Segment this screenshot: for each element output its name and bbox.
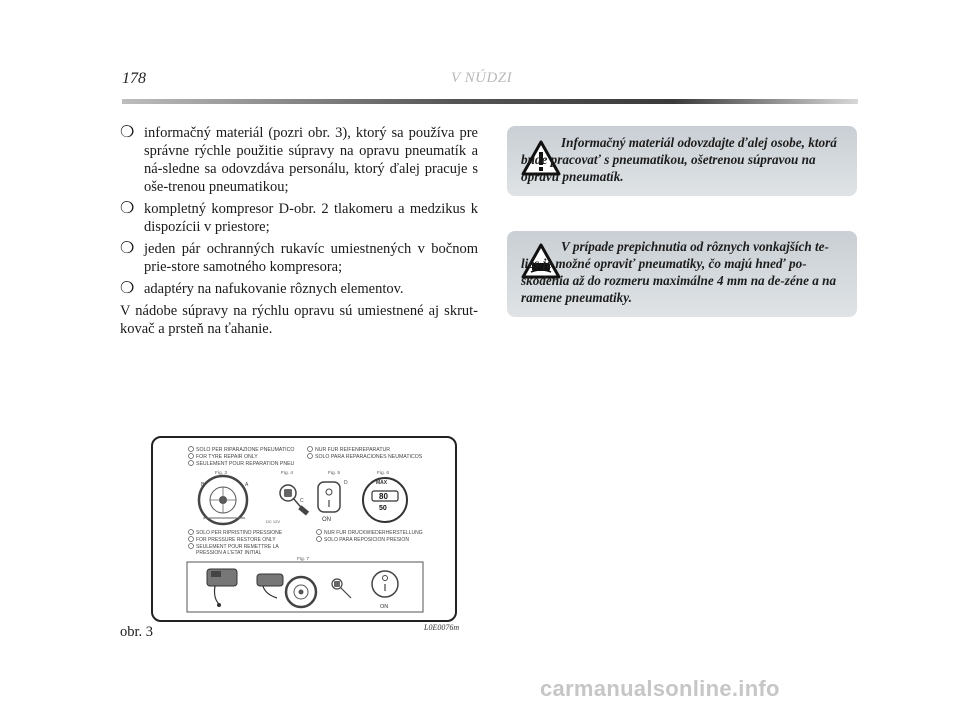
- fig-label: Fig. 5: [328, 471, 340, 476]
- label-line: NUR FUR REIFENREPARATUR: [315, 447, 391, 453]
- repair-kit-label-figure: [151, 436, 457, 622]
- warning-text: Informačný materiál odovzdajte ďalej osobe, ktorá bude pracovať s pneumatikou, ošetrenou súpravou na opravu pneumatík.: [521, 135, 837, 184]
- label-line: SOLO PER RIPRISTINO PRESSIONE: [196, 530, 283, 536]
- flag-icon: [189, 537, 194, 542]
- figure-letter: A: [245, 482, 249, 488]
- label-line: SOLO PARA REPOSICION PRESION: [324, 537, 409, 543]
- hose-illustration: [257, 574, 283, 598]
- label-line: SEULEMENT POUR REPARATION PNEU: [196, 461, 295, 467]
- list-item: [120, 124, 478, 196]
- list-item-text: kompletný kompresor D-obr. 2 tlakomeru a medzikus k dispozícii v priestore;: [144, 201, 478, 235]
- list-item: [120, 240, 478, 276]
- list-item-text: adaptéry na nafukovanie rôznych elementov.: [144, 281, 404, 297]
- label-line: SEULEMENT POUR REMETTRE LA: [196, 544, 279, 550]
- voltage-label: DC 12V: [266, 519, 281, 524]
- flag-icon: [308, 454, 313, 459]
- page-number: 178: [122, 70, 146, 87]
- switch-illustration-small: [372, 571, 398, 610]
- power-switch-illustration: [318, 480, 348, 523]
- flag-icon: [189, 447, 194, 452]
- flag-icon: [317, 537, 322, 542]
- list-item: [120, 200, 478, 236]
- fig-label: Fig. 4: [281, 471, 293, 476]
- figure-letter: D: [344, 480, 348, 486]
- figure-letter: C: [300, 498, 304, 504]
- label-line: PRESSION A L'ETAT INITIAL: [196, 550, 262, 556]
- label-line: SOLO PER RIPARAZIONE PNEUMATICO: [196, 447, 295, 453]
- label-line: FOR TYRE REPAIR ONLY: [196, 454, 258, 460]
- section-title: V NÚDZI: [451, 70, 513, 86]
- label-line: NUR FUR DRUCKWIEDERHERSTELLUNG: [324, 530, 423, 536]
- fig-label: Fig. 6: [377, 471, 389, 476]
- plug-illustration-small: [332, 579, 351, 598]
- watermark: carmanualsonline.info: [540, 676, 780, 701]
- speed-min-label: 50: [379, 505, 387, 512]
- flag-icon: [189, 530, 194, 535]
- tire-illustration: [199, 476, 249, 524]
- flag-icon: [189, 544, 194, 549]
- flag-icon: [308, 447, 313, 452]
- bullet-icon: ❍: [120, 280, 135, 297]
- figure-illustration: [153, 438, 455, 620]
- bullet-icon: ❍: [120, 200, 135, 217]
- label-line: SOLO PARA REPARACIONES NEUMATICOS: [315, 454, 423, 460]
- figure-caption: obr. 3: [120, 624, 154, 640]
- list-item: [120, 280, 478, 298]
- fig-label: Fig. 3: [215, 471, 227, 476]
- on-label: ON: [380, 604, 389, 610]
- fig-label: Fig. 7: [297, 557, 309, 562]
- figure-code: L0E0076m: [424, 623, 460, 632]
- tire-inflation-illustration: [286, 577, 316, 607]
- power-plug-illustration: [266, 485, 309, 524]
- flag-icon: [189, 454, 194, 459]
- body-paragraph: V nádobe súpravy na rýchlu opravu sú umiestnené aj skrut-kovač a prsteň na ťahanie.: [120, 303, 478, 337]
- flag-icon: [317, 530, 322, 535]
- bullet-icon: ❍: [120, 240, 135, 257]
- list-item-text: informačný materiál (pozri obr. 3), ktorý sa používa pre správne rýchle použitie súpravy na opravu pneumatík a ná-sledne sa odovzdáva personálu, ktorý ďalej pracuje s oše-trenou pneumatikou;: [144, 125, 478, 195]
- warning-box: [507, 231, 857, 317]
- warning-box: [507, 126, 857, 196]
- on-label: ON: [322, 517, 331, 523]
- speed-max-label: 80: [379, 492, 388, 501]
- max-label: MAX: [376, 480, 388, 486]
- bullet-icon: ❍: [120, 124, 135, 141]
- header-rule: [122, 99, 858, 104]
- label-line: FOR PRESSURE RESTORE ONLY: [196, 537, 276, 543]
- figure-letter: B: [201, 482, 205, 488]
- warning-text: V prípade prepichnutia od rôznych vonkajších te-lies je možné opraviť pneumatiky, čo majú hneď po-škodenia až do rozmeru maximálne 4 mm na de-zéne a na ramene pneumatiky.: [521, 239, 837, 305]
- flag-icon: [189, 461, 194, 466]
- list-item-text: jeden pár ochranných rukavíc umiestnených v bočnom prie-store samotného kompresora;: [144, 241, 478, 275]
- left-column: [120, 124, 478, 338]
- speed-limit-sticker-illustration: [363, 478, 407, 522]
- compressor-illustration: [207, 569, 237, 607]
